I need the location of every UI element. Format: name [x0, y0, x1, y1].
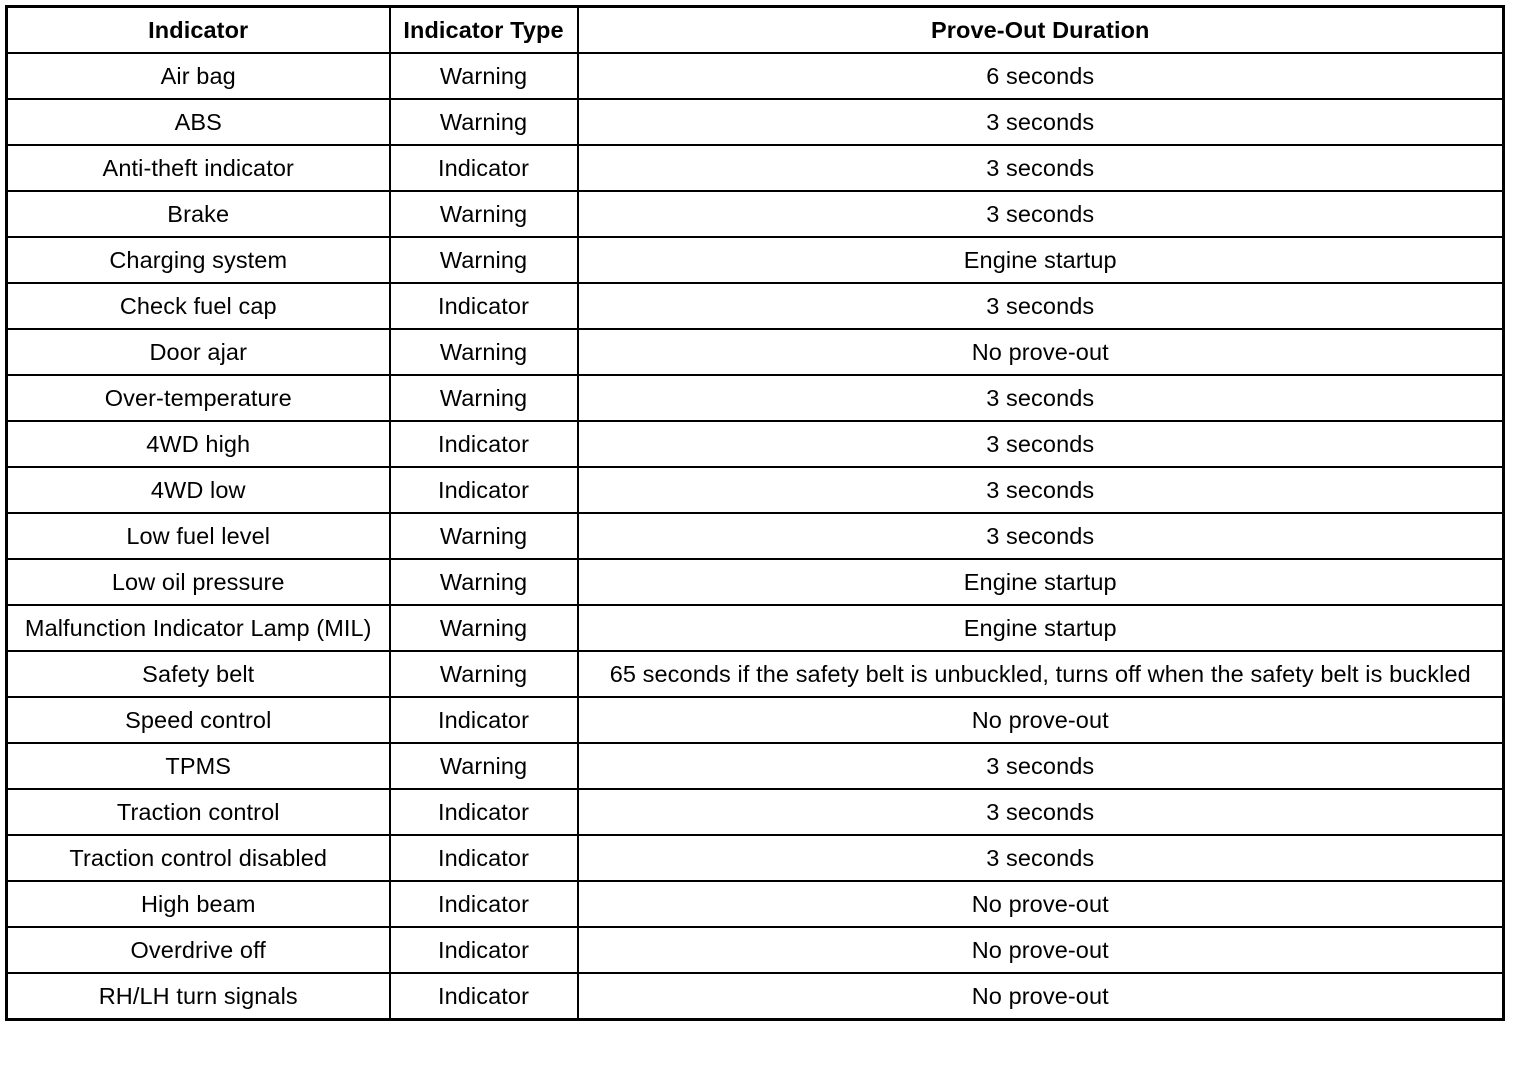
header-row [7, 7, 1504, 54]
table-row [7, 973, 1504, 1020]
cell-indicator-type: Indicator [390, 421, 578, 467]
table-body [7, 53, 1504, 1020]
header-indicator-type: Indicator Type [390, 7, 578, 54]
cell-indicator: Traction control [7, 789, 390, 835]
table-row [7, 559, 1504, 605]
table-row [7, 191, 1504, 237]
cell-indicator: Speed control [7, 697, 390, 743]
cell-indicator-type: Warning [390, 375, 578, 421]
cell-prove-out-duration: Engine startup [578, 237, 1504, 283]
cell-indicator: Brake [7, 191, 390, 237]
cell-indicator: ABS [7, 99, 390, 145]
cell-prove-out-duration: Engine startup [578, 605, 1504, 651]
cell-prove-out-duration: 3 seconds [578, 99, 1504, 145]
cell-indicator: Low fuel level [7, 513, 390, 559]
cell-indicator-type: Indicator [390, 697, 578, 743]
cell-indicator-type: Warning [390, 329, 578, 375]
table-row [7, 697, 1504, 743]
cell-prove-out-duration: 3 seconds [578, 835, 1504, 881]
table-row [7, 99, 1504, 145]
table-row [7, 605, 1504, 651]
cell-prove-out-duration: 3 seconds [578, 743, 1504, 789]
cell-prove-out-duration: 3 seconds [578, 789, 1504, 835]
cell-indicator: Check fuel cap [7, 283, 390, 329]
cell-indicator: Over-temperature [7, 375, 390, 421]
cell-prove-out-duration: 65 seconds if the safety belt is unbuckled, turns off when the safety belt is buckled [578, 651, 1504, 697]
cell-prove-out-duration: No prove-out [578, 697, 1504, 743]
cell-indicator: Safety belt [7, 651, 390, 697]
cell-prove-out-duration: 3 seconds [578, 145, 1504, 191]
cell-indicator-type: Warning [390, 99, 578, 145]
table-row [7, 513, 1504, 559]
table-row [7, 835, 1504, 881]
cell-prove-out-duration: 3 seconds [578, 467, 1504, 513]
table-row [7, 881, 1504, 927]
table-row [7, 283, 1504, 329]
cell-indicator-type: Indicator [390, 789, 578, 835]
cell-indicator: TPMS [7, 743, 390, 789]
cell-indicator: Low oil pressure [7, 559, 390, 605]
table-header [7, 7, 1504, 54]
header-indicator: Indicator [7, 7, 390, 54]
table-row [7, 53, 1504, 99]
cell-indicator-type: Warning [390, 651, 578, 697]
cell-indicator-type: Warning [390, 513, 578, 559]
cell-indicator: 4WD low [7, 467, 390, 513]
cell-indicator-type: Indicator [390, 835, 578, 881]
cell-indicator: Air bag [7, 53, 390, 99]
cell-indicator-type: Warning [390, 743, 578, 789]
table-row [7, 927, 1504, 973]
cell-prove-out-duration: No prove-out [578, 329, 1504, 375]
cell-indicator: RH/LH turn signals [7, 973, 390, 1020]
indicator-table-container [5, 5, 1502, 1062]
cell-indicator-type: Indicator [390, 881, 578, 927]
indicator-prove-out-table [5, 5, 1505, 1021]
cell-indicator: High beam [7, 881, 390, 927]
cell-prove-out-duration: No prove-out [578, 927, 1504, 973]
table-row [7, 375, 1504, 421]
header-prove-out-duration: Prove-Out Duration [578, 7, 1504, 54]
table-row [7, 651, 1504, 697]
cell-prove-out-duration: No prove-out [578, 973, 1504, 1020]
table-row [7, 145, 1504, 191]
table-row [7, 237, 1504, 283]
table-row [7, 467, 1504, 513]
table-row [7, 789, 1504, 835]
cell-indicator-type: Indicator [390, 145, 578, 191]
cell-indicator: 4WD high [7, 421, 390, 467]
cell-indicator-type: Warning [390, 237, 578, 283]
cell-indicator: Overdrive off [7, 927, 390, 973]
table-row [7, 743, 1504, 789]
cell-prove-out-duration: 3 seconds [578, 375, 1504, 421]
cell-indicator: Traction control disabled [7, 835, 390, 881]
cell-indicator: Malfunction Indicator Lamp (MIL) [7, 605, 390, 651]
cell-prove-out-duration: Engine startup [578, 559, 1504, 605]
cell-indicator: Charging system [7, 237, 390, 283]
cell-indicator-type: Indicator [390, 973, 578, 1020]
cell-prove-out-duration: 3 seconds [578, 421, 1504, 467]
cell-indicator-type: Warning [390, 559, 578, 605]
table-row [7, 421, 1504, 467]
cell-indicator-type: Indicator [390, 283, 578, 329]
cell-prove-out-duration: 3 seconds [578, 191, 1504, 237]
table-row [7, 329, 1504, 375]
cell-indicator: Door ajar [7, 329, 390, 375]
cell-indicator-type: Warning [390, 53, 578, 99]
cell-indicator-type: Indicator [390, 927, 578, 973]
cell-indicator-type: Warning [390, 605, 578, 651]
cell-prove-out-duration: 3 seconds [578, 283, 1504, 329]
cell-indicator-type: Indicator [390, 467, 578, 513]
cell-prove-out-duration: 6 seconds [578, 53, 1504, 99]
cell-indicator-type: Warning [390, 191, 578, 237]
cell-indicator: Anti-theft indicator [7, 145, 390, 191]
cell-prove-out-duration: 3 seconds [578, 513, 1504, 559]
cell-prove-out-duration: No prove-out [578, 881, 1504, 927]
